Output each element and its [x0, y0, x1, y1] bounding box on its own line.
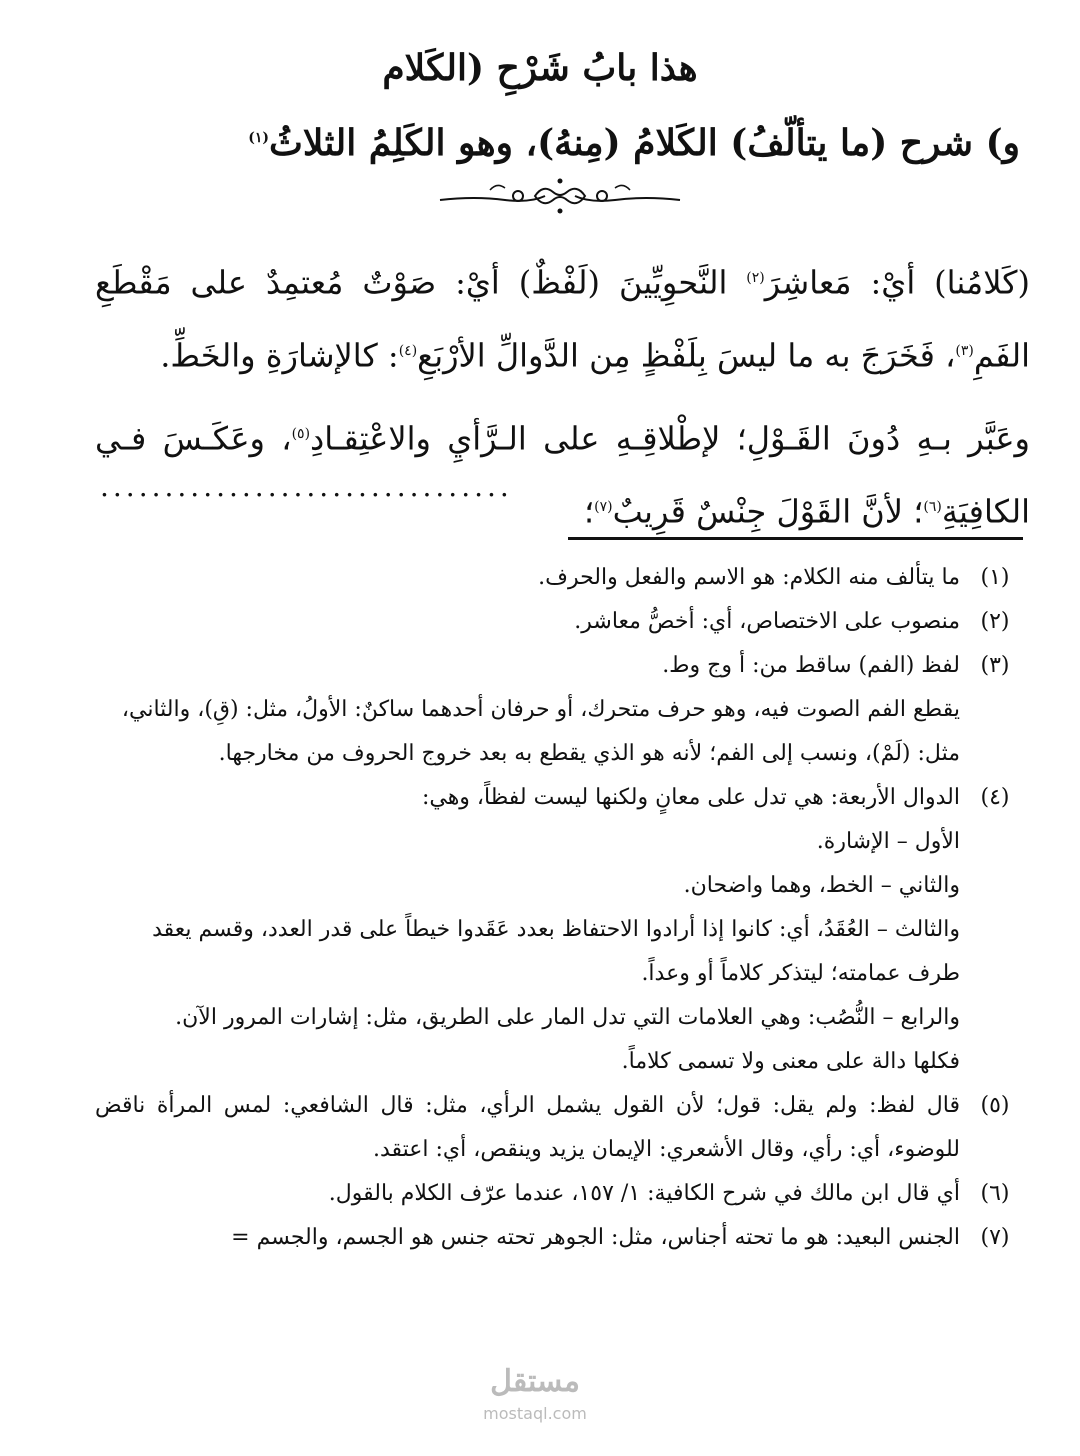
- footnote-3: [95, 644, 1030, 688]
- footnote-number: (٢): [980, 609, 1010, 634]
- mostaql-watermark: [455, 1360, 615, 1440]
- main-text-segment: ؛ لأنَّ القَوْلَ جِنْسٌ قَرِيبٌ: [612, 492, 924, 531]
- footnote-text: ما يتألف منه الكلام: هو الاسم والفعل والحرف.: [538, 565, 960, 590]
- footnotes: [95, 556, 1030, 1260]
- footnote-text: لفظ (الفم) ساقط من: أ وج وط.: [662, 653, 960, 678]
- footnote-number: (٥): [980, 1093, 1010, 1118]
- footnote-4-item: والثاني – الخط، وهما واضحان.: [683, 873, 960, 898]
- chapter-subtitle-text: و) شرح (ما يتألّفُ) الكَلامُ (مِنهُ)، وهو الكَلِمُ الثلاثُ: [268, 122, 1020, 164]
- main-text-segment: النَّحوِيِّينَ (لَفْظٌ) أيْ: صَوْتٌ مُعتمِدٌ على مَقْطَعِ الفَمِ: [95, 263, 1030, 375]
- ref-7: (٧): [594, 498, 613, 515]
- watermark-url: mostaql.com: [483, 1404, 587, 1423]
- ref-1: (١): [248, 130, 269, 146]
- main-paragraph-1: [95, 244, 1030, 389]
- footnote-4: [95, 776, 1030, 820]
- footnote-3-detail: يقطع الفم الصوت فيه، وهو حرف متحرك، أو حرفان أحدهما ساكنٌ: الأولُ، مثل: (قِ)، والثاني، مثل: (لَمْ)، ونسب إلى الفم؛ لأنه هو الذي يقطع به بعد خروج الحروف من مخارجها.: [121, 697, 960, 766]
- main-text-segment: ؛: [583, 492, 595, 531]
- chapter-subtitle: [60, 110, 1020, 171]
- footnote-7: [95, 1216, 1030, 1260]
- footnote-number: (٧): [980, 1225, 1010, 1250]
- ref-5: (٥): [291, 426, 311, 442]
- chapter-title: [0, 40, 1080, 96]
- continuation-dots: ................................: [100, 470, 513, 503]
- watermark-logo-text: مستقل: [490, 1364, 580, 1399]
- footnote-4-item: فكلها دالة على معنى ولا تسمى كلاماً.: [621, 1049, 960, 1074]
- footnote-text: الدوال الأربعة: هي تدل على معانٍ ولكنها ليست لفظاً، وهي:: [421, 785, 960, 810]
- footnote-number: (٦): [980, 1181, 1010, 1206]
- footnote-1: [95, 556, 1030, 600]
- footnote-text: الجنس البعيد: هو ما تحته أجناس، مثل: الجوهر تحته جنس هو الجسم، والجسم =: [231, 1225, 960, 1250]
- footnote-4-item: الأول – الإشارة.: [816, 829, 960, 854]
- ref-2: (٢): [746, 270, 765, 286]
- ref-3: (٣): [955, 342, 974, 359]
- footnote-5: [95, 1084, 1030, 1172]
- footnote-6: [95, 1172, 1030, 1216]
- footnote-number: (٤): [980, 785, 1010, 810]
- main-text-segment: (كَلامُنا) أيْ: مَعاشِرَ: [764, 263, 1030, 302]
- footnote-4-item: والثالث – العُقَدُ، أي: كانوا إذا أرادوا الاحتفاظ بعدد عَقَدوا خيطاً على قدر العدد، وقسم يعقد طرف عمامته؛ ليتذكر كلاماً أو وعداً.: [152, 917, 960, 986]
- main-text-segment: وعَبَّر بـهِ دُونَ القَـوْلِ؛ لإطْلاقِـهِ على الـرَّأيِ والاعْتِقـادِ: [310, 419, 1031, 458]
- ref-6: (٦): [923, 498, 942, 515]
- main-text-segment: ، وعَكَـسَ فـي الكافِيَةِ: [95, 419, 1030, 531]
- footnote-4-item: والرابع – النُّصُب: وهي العلامات التي تدل المار على الطريق، مثل: إشارات المرور الآن.: [175, 1005, 960, 1030]
- footnote-text: قال لفظ: ولم يقل: قول؛ لأن القول يشمل الرأي، مثل: قال الشافعي: لمس المرأة ناقض للوضوء، أي: رأي، وقال الأشعري: الإيمان يزيد وينقص، أي: اعتقد.: [95, 1093, 960, 1162]
- ornament-divider: [435, 176, 685, 216]
- main-text-segment: : كالإشارَةِ والخَطِّ.: [160, 336, 399, 375]
- chapter-title-text: هذا بابُ شَرْحِ (الكَلام: [382, 47, 698, 89]
- footnote-text: أي قال ابن مالك في شرح الكافية: ١/ ١٥٧، عندما عرّف الكلام بالقول.: [328, 1181, 960, 1206]
- footnote-text: منصوب على الاختصاص، أي: أخصُّ معاشر.: [574, 609, 960, 634]
- footnote-number: (٣): [980, 653, 1010, 678]
- main-text-segment: ، فَخَرَجَ به ما ليسَ بِلَفْظٍ مِن الدَّوالِّ الأرْبَعِ: [417, 336, 956, 375]
- footnote-separator: [568, 537, 1023, 540]
- footnote-number: (١): [980, 565, 1010, 590]
- footnote-2: [95, 600, 1030, 644]
- ref-4: (٤): [398, 342, 418, 359]
